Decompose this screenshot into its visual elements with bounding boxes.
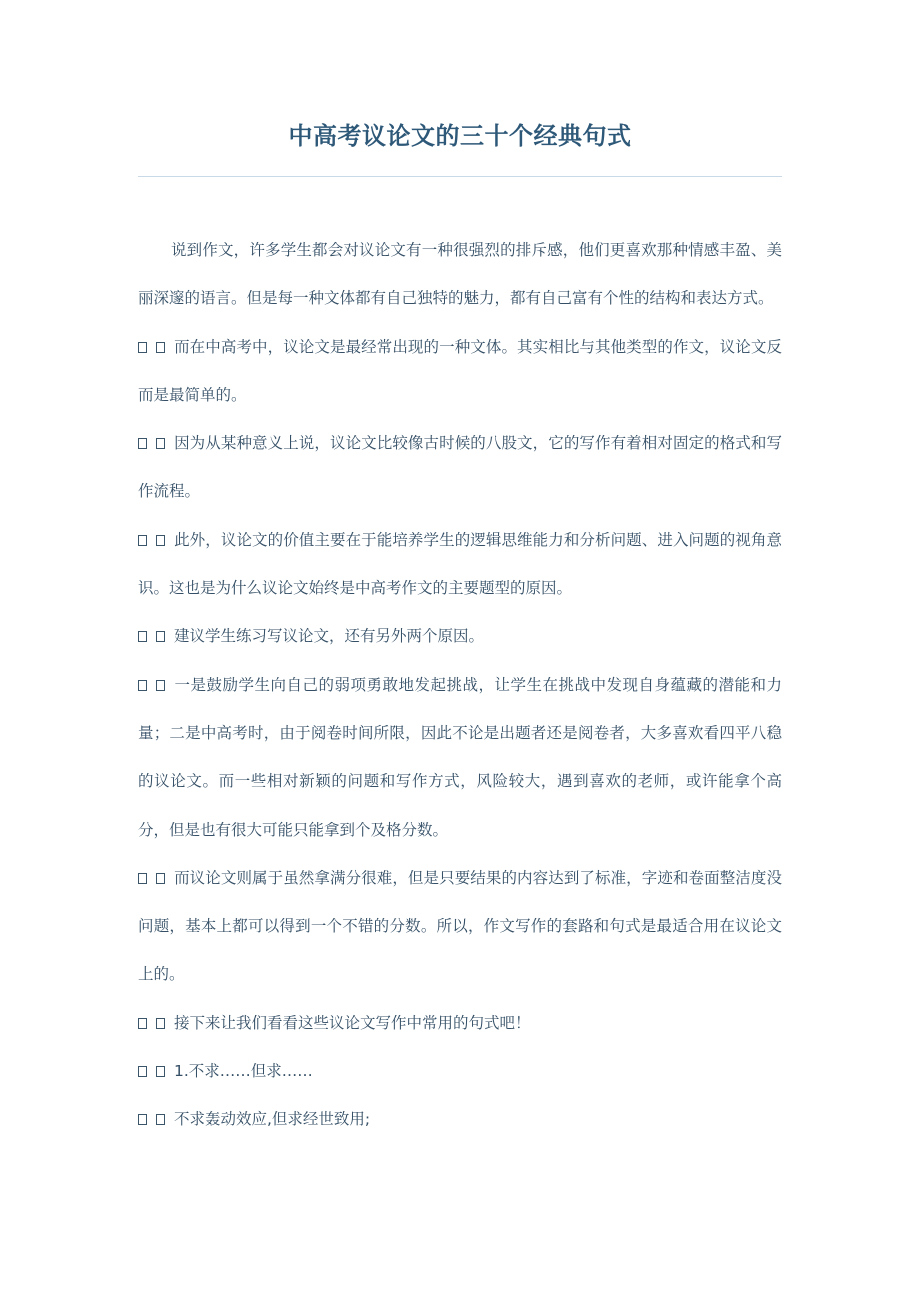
document-title: 中高考议论文的三十个经典句式 bbox=[288, 122, 632, 150]
body-paragraph bbox=[138, 661, 782, 854]
missing-glyph-box-icon bbox=[156, 535, 165, 546]
paragraph-text: 此外，议论文的价值主要在于能培养学生的逻辑思维能力和分析问题、进入问题的视角意识。这也是为什么议论文始终是中高考作文的主要题型的原因。 bbox=[138, 530, 782, 598]
missing-glyph-box-icon bbox=[156, 1114, 165, 1125]
body-paragraph bbox=[138, 854, 782, 999]
missing-glyph-box-icon bbox=[138, 680, 147, 691]
body-paragraph bbox=[138, 516, 782, 613]
sentence-pattern-example bbox=[138, 1095, 782, 1143]
missing-glyph-box-icon bbox=[138, 873, 147, 884]
missing-glyph-box-icon bbox=[156, 1018, 165, 1029]
paragraph-text: 接下来让我们看看这些议论文写作中常用的句式吧！ bbox=[174, 1013, 531, 1032]
missing-glyph-box-icon bbox=[156, 438, 165, 449]
missing-glyph-box-icon bbox=[156, 342, 165, 353]
missing-glyph-box-icon bbox=[138, 1066, 147, 1077]
missing-glyph-box-icon bbox=[156, 680, 165, 691]
paragraph-text: 因为从某种意义上说，议论文比较像古时候的八股文，它的写作有着相对固定的格式和写作流程。 bbox=[138, 434, 782, 501]
missing-glyph-box-icon bbox=[156, 873, 165, 884]
title-divider bbox=[138, 176, 782, 177]
sentence-pattern-heading bbox=[138, 1047, 782, 1095]
body-paragraph bbox=[138, 612, 782, 660]
paragraph-text: 不求轰动效应,但求经世致用; bbox=[174, 1110, 371, 1129]
missing-glyph-box-icon bbox=[138, 1114, 147, 1125]
missing-glyph-box-icon bbox=[138, 631, 147, 642]
body-paragraph bbox=[138, 999, 782, 1047]
missing-glyph-box-icon bbox=[156, 631, 165, 642]
missing-glyph-box-icon bbox=[138, 535, 147, 546]
document-body bbox=[138, 226, 782, 1144]
missing-glyph-box-icon bbox=[138, 342, 147, 353]
paragraph-text: 一是鼓励学生向自己的弱项勇敢地发起挑战，让学生在挑战中发现自身蕴藏的潜能和力量；二是中高考时，由于阅卷时间所限，因此不论是出题者还是阅卷者，大多喜欢看四平八稳的议论文。而一些相对新颖的问题和写作方式，风险较大，遇到喜欢的老师，或许能拿个高分，但是也有很大可能只能拿到个及格分数。 bbox=[138, 675, 782, 839]
paragraph-text: 而议论文则属于虽然拿满分很难，但是只要结果的内容达到了标准，字迹和卷面整洁度没问题，基本上都可以得到一个不错的分数。所以，作文写作的套路和句式是最适合用在议论文上的。 bbox=[138, 868, 782, 984]
paragraph-text: 建议学生练习写议论文，还有另外两个原因。 bbox=[174, 627, 485, 646]
missing-glyph-box-icon bbox=[156, 1066, 165, 1077]
paragraph-text: 1.不求……但求…… bbox=[174, 1062, 313, 1081]
missing-glyph-box-icon bbox=[138, 1018, 147, 1029]
missing-glyph-box-icon bbox=[138, 438, 147, 449]
body-paragraph bbox=[138, 419, 782, 516]
body-paragraph bbox=[138, 323, 782, 420]
paragraph-text: 而在中高考中，议论文是最经常出现的一种文体。其实相比与其他类型的作文，议论文反而是最简单的。 bbox=[138, 337, 782, 404]
intro-paragraph: 说到作文，许多学生都会对议论文有一种很强烈的排斥感，他们更喜欢那种情感丰盈、美丽深邃的语言。但是每一种文体都有自己独特的魅力，都有自己富有个性的结构和表达方式。 bbox=[138, 241, 782, 308]
